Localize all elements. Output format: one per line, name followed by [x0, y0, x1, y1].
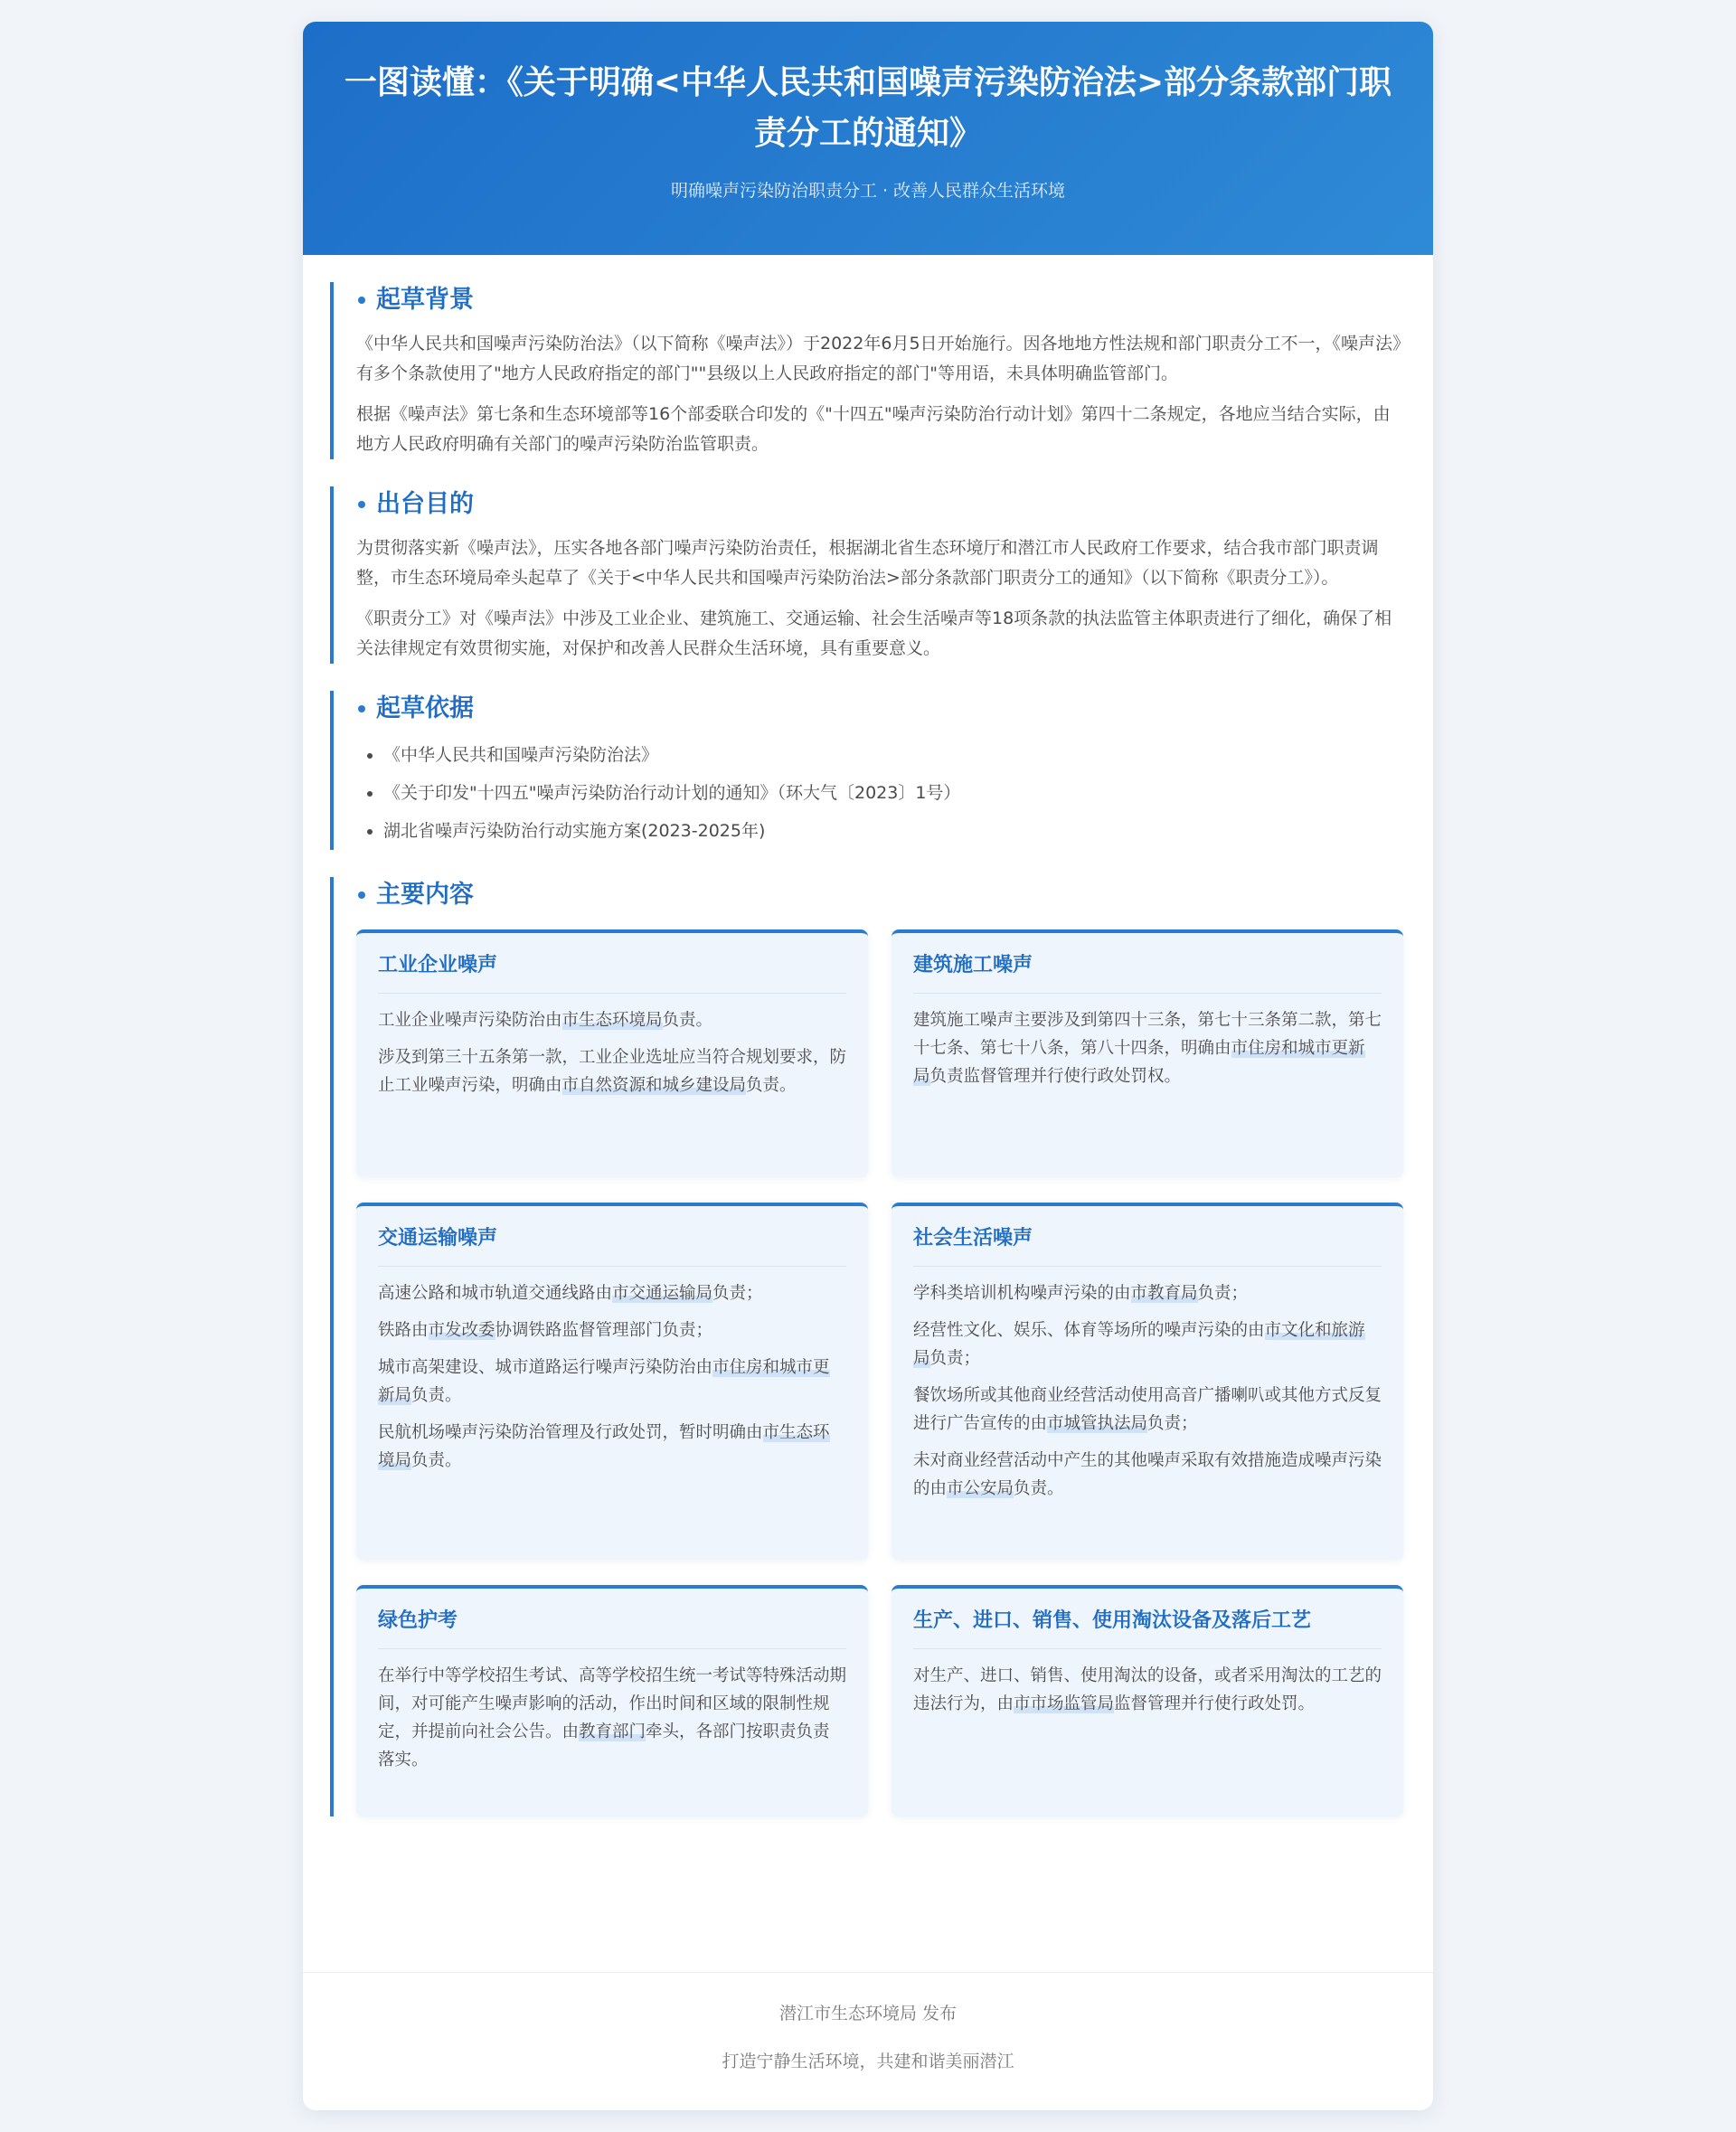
list-item: • 《中华人民共和国噪声污染防治法》 — [383, 736, 1406, 774]
section-heading: 出台目的 — [356, 486, 1406, 523]
card-obsolete-equipment — [892, 1585, 1403, 1816]
list-item: • 湖北省噪声污染防治行动实施方案(2023-2025年) — [383, 812, 1406, 850]
basis-list — [356, 736, 1406, 850]
department-highlight: 市城管执法局 — [1047, 1414, 1148, 1433]
header-banner — [303, 22, 1433, 255]
section-heading: 起草背景 — [356, 282, 1406, 318]
paragraph: 《中华人民共和国噪声污染防治法》（以下简称《噪声法》）于2022年6月5日开始施行。因各地地方性法规和部门职责分工不一，《噪声法》有多个条款使用了"地方人民政府指定的部门""县级以上人民政府指定的部门"等用语，未具体明确监管部门。 — [356, 334, 1401, 383]
card-paragraph: 建筑施工噪声主要涉及到第四十三条，第七十三条第二款，第七十七条、第七十八条，第八十四条，明确由市住房和城市更新局负责监督管理并行使行政处罚权。 — [913, 1011, 1382, 1086]
department-highlight: 市文化和旅游局 — [913, 1321, 1365, 1368]
content-grid — [356, 929, 1406, 1816]
department-highlight: 市教育局 — [1130, 1284, 1198, 1303]
card-title: 社会生活噪声 — [913, 1222, 1382, 1267]
card-title: 建筑施工噪声 — [913, 949, 1382, 994]
card-construction-noise — [892, 929, 1403, 1177]
department-highlight: 市公安局 — [947, 1479, 1014, 1498]
card-social-noise — [892, 1203, 1403, 1560]
card-paragraph: 涉及到第三十五条第一款，工业企业选址应当符合规划要求，防止工业噪声污染，明确由市自然资源和城乡建设局负责。 — [378, 1048, 847, 1095]
card-paragraph: 对生产、进口、销售、使用淘汰的设备，或者采用淘汰的工艺的违法行为，由市市场监管局监督管理并行使行政处罚。 — [913, 1666, 1382, 1713]
department-highlight: 市住房和城市更新局 — [378, 1358, 830, 1405]
card-title: 交通运输噪声 — [378, 1222, 846, 1267]
section-basis — [330, 691, 1406, 850]
card-title: 生产、进口、销售、使用淘汰设备及落后工艺 — [913, 1605, 1382, 1649]
department-highlight: 市市场监管局 — [1014, 1694, 1115, 1713]
paragraph: 为贯彻落实新《噪声法》，压实各地各部门噪声污染防治责任，根据湖北省生态环境厅和潜江市人民政府工作要求，结合我市部门职责调整，市生态环境局牵头起草了《关于<中华人民共和国噪声污染防治法>部分条款部门职责分工的通知》（以下简称《职责分工》）。 — [356, 538, 1379, 588]
page-subtitle: 明确噪声污染防治职责分工 · 改善人民群众生活环境 — [670, 181, 1066, 201]
department-highlight: 市自然资源和城乡建设局 — [561, 1076, 747, 1095]
card-title: 工业企业噪声 — [378, 949, 846, 994]
list-item: • 《关于印发"十四五"噪声污染防治行动计划的通知》（环大气〔2023〕1号） — [383, 774, 1406, 812]
card-paragraph: 工业企业噪声污染防治由市生态环境局负责。 — [378, 1011, 713, 1030]
card-paragraph: 城市高架建设、城市道路运行噪声污染防治由市住房和城市更新局负责。 — [378, 1358, 830, 1405]
card-title: 绿色护考 — [378, 1605, 846, 1649]
paragraph: 《职责分工》对《噪声法》中涉及工业企业、建筑施工、交通运输、社会生活噪声等18项条款的执法监管主体职责进行了细化，确保了相关法律规定有效贯彻实施，对保护和改善人民群众生活环境，具有重要意义。 — [356, 608, 1392, 658]
card-industrial-noise — [356, 929, 868, 1177]
section-main-content — [330, 877, 1406, 1816]
card-paragraph: 学科类培训机构噪声污染的由市教育局负责； — [913, 1284, 1249, 1303]
card-paragraph: 餐饮场所或其他商业经营活动使用高音广播喇叭或其他方式反复进行广告宣传的由市城管执法局负责； — [913, 1386, 1382, 1433]
section-purpose — [330, 486, 1406, 664]
document-body — [303, 255, 1433, 1816]
section-background — [330, 282, 1406, 459]
section-heading: 主要内容 — [356, 877, 1406, 913]
card-paragraph: 未对商业经营活动中产生的其他噪声采取有效措施造成噪声污染的由市公安局负责。 — [913, 1451, 1382, 1498]
card-paragraph: 在举行中等学校招生考试、高等学校招生统一考试等特殊活动期间，对可能产生噪声影响的活动，作出时间和区域的限制性规定，并提前向社会公告。由教育部门牵头，各部门按职责负责落实。 — [378, 1666, 847, 1769]
card-paragraph: 铁路由市发改委协调铁路监督管理部门负责； — [378, 1321, 713, 1340]
page-title: 一图读懂：《关于明确<中华人民共和国噪声污染防治法>部分条款部门职责分工的通知》 — [344, 64, 1392, 152]
footer — [303, 1972, 1433, 2110]
document-card — [303, 22, 1433, 2110]
department-highlight: 市住房和城市更新局 — [913, 1039, 1365, 1086]
section-heading: 起草依据 — [356, 691, 1406, 727]
paragraph: 根据《噪声法》第七条和生态环境部等16个部委联合印发的《"十四五"噪声污染防治行动计划》第四十二条规定，各地应当结合实际，由地方人民政府明确有关部门的噪声污染防治监管职责。 — [356, 404, 1391, 454]
footer-publisher: 潜江市生态环境局 发布 — [778, 2004, 958, 2024]
card-transport-noise — [356, 1203, 868, 1560]
footer-slogan: 打造宁静生活环境，共建和谐美丽潜江 — [722, 2052, 1014, 2071]
department-highlight: 市发改委 — [428, 1321, 495, 1340]
department-highlight: 市生态环境局 — [561, 1011, 663, 1030]
department-highlight: 教育部门 — [579, 1722, 646, 1741]
card-paragraph: 高速公路和城市轨道交通线路由市交通运输局负责； — [378, 1284, 763, 1303]
department-highlight: 市交通运输局 — [612, 1284, 713, 1303]
card-paragraph: 民航机场噪声污染防治管理及行政处罚，暂时明确由市生态环境局负责。 — [378, 1423, 830, 1470]
card-green-exam — [356, 1585, 868, 1816]
card-paragraph: 经营性文化、娱乐、体育等场所的噪声污染的由市文化和旅游局负责； — [913, 1321, 1365, 1368]
department-highlight: 市生态环境局 — [378, 1423, 830, 1470]
